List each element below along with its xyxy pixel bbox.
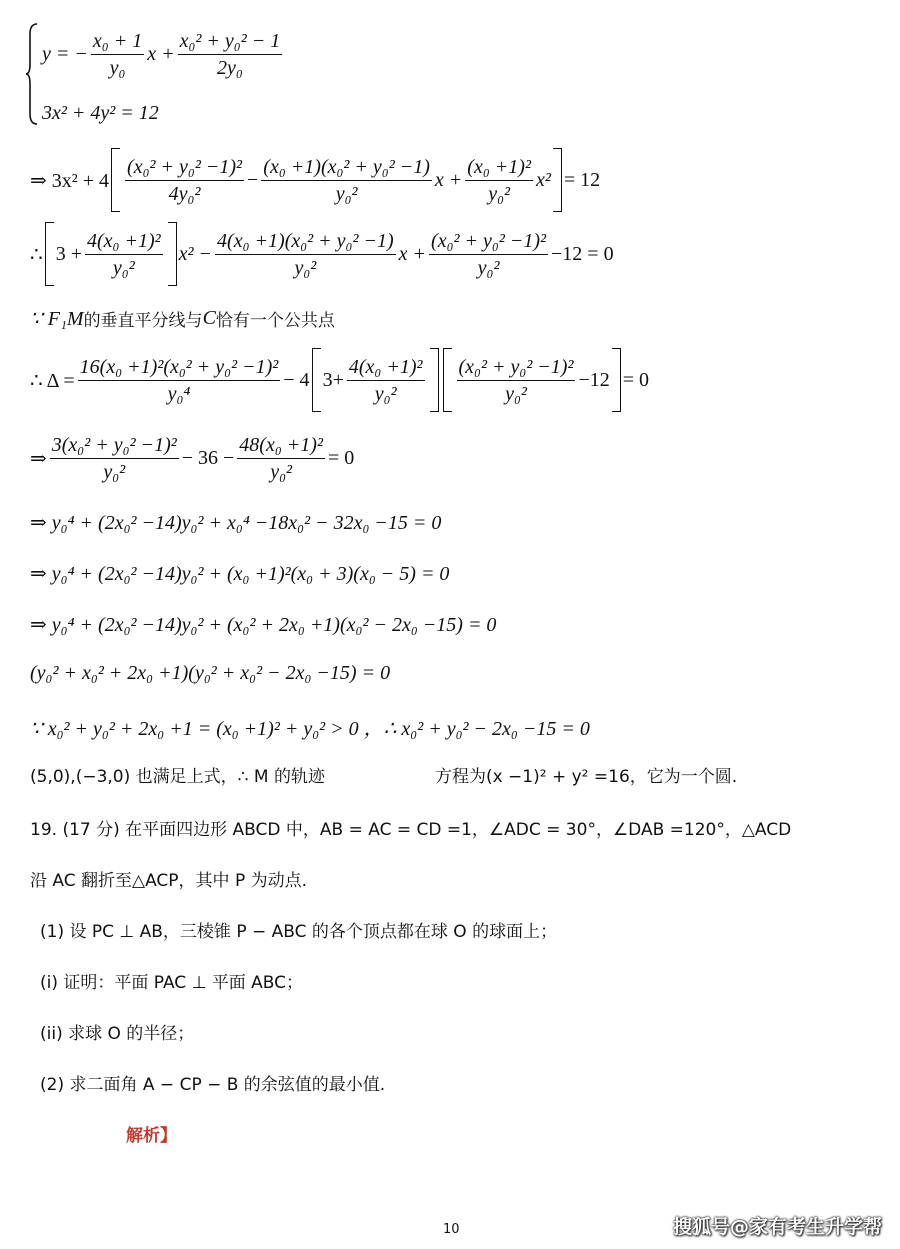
denominator: 4y₀²: [168, 182, 201, 205]
denominator: y₀²: [103, 460, 126, 483]
fraction: [429, 230, 548, 279]
subquestion-ii: [40, 1019, 194, 1044]
subquestion-2: [40, 1070, 385, 1095]
numerator: 4(x₀ +1)²: [347, 356, 425, 381]
answer-text: 解析】: [126, 1126, 177, 1146]
left-bracket: [111, 148, 120, 212]
fraction: [215, 230, 396, 279]
equation-line-2: [42, 102, 159, 125]
eq1-mid: x +: [147, 43, 175, 65]
right-bracket: [612, 348, 621, 412]
eq4-a: 3 +: [55, 242, 83, 265]
numerator: (x₀ +1)(x₀² + y₀² −1): [261, 156, 432, 181]
page-number: 10: [443, 1222, 460, 1237]
equation-line-8: [30, 510, 441, 535]
question-text: (2) 求二面角 A − CP − B 的余弦值的最小值.: [40, 1075, 386, 1095]
denominator: y₀²: [112, 256, 135, 279]
numerator: x₀² + y₀² − 1: [178, 30, 283, 55]
equation-line-7: [30, 426, 354, 490]
denominator: y₀²: [374, 382, 397, 405]
eq6-suffix: = 0: [622, 368, 650, 391]
denominator: y₀²: [505, 382, 527, 405]
subquestion-i: [40, 968, 303, 993]
equation-line-6: [30, 348, 649, 412]
question-19-line-1: [30, 815, 791, 840]
eq10: ⇒ y₀⁴ + (2x₀² −14)y₀² + (x₀² + 2x₀ +1)(x₀² − 2x₀ −15) = 0: [30, 614, 497, 636]
numerator: (x₀² + y₀² −1)²: [125, 156, 244, 181]
text-line-13: [30, 762, 737, 787]
numerator: 16(x₀ +1)²(x₀² + y₀² −1)²: [78, 356, 281, 381]
question-text: 沿 AC 翻折至△ACP，其中 P 为动点.: [30, 871, 307, 891]
therefore-symbol: ∴: [30, 243, 43, 266]
math-c: C: [202, 307, 216, 329]
denominator: y₀²: [335, 182, 358, 205]
answer-label: [126, 1121, 177, 1146]
eq4-c: x +: [398, 242, 427, 265]
equation-line-10: [30, 612, 496, 637]
equation-line-3: ⇒ 3x² + 4 $\frac{\text{(x₀² + y₀² −1)²}}{\text{4y₀²}}$ − $\frac{\text{(x₀ +1)(x₀² + y₀² −1)}}{\text{y₀²}}$ x + $\frac{\text{(x₀ +1)²}}{\text{y₀²}}$ x² = 12: [30, 148, 600, 212]
eq6-c: 3+: [322, 368, 344, 391]
fraction: [91, 30, 144, 79]
text: 恰有一个公共点: [215, 311, 335, 331]
equation-line-12: [30, 712, 590, 741]
text: 方程为(x −1)² + y² =16，它为一个圆.: [434, 767, 738, 787]
eq6-prefix: ∴ Δ =: [30, 369, 75, 392]
denominator: y₀²: [294, 256, 317, 279]
fraction: [78, 356, 281, 405]
fraction: [50, 434, 179, 483]
eq1-left: y = −: [42, 43, 88, 65]
equation-line-11: [30, 662, 390, 685]
left-bracket: [312, 348, 321, 412]
equation-line-4: [30, 222, 614, 286]
right-bracket: [168, 222, 177, 286]
fraction: [178, 30, 283, 79]
watermark: 搜狐号@家有考生升学帮: [672, 1216, 882, 1238]
numerator: x₀ + 1: [91, 30, 144, 55]
fraction: [85, 230, 163, 279]
left-bracket: [443, 348, 452, 412]
right-bracket: [553, 148, 562, 212]
numerator: 4(x₀ +1)(x₀² + y₀² −1): [215, 230, 396, 255]
eq12: ∵ x₀² + y₀² + 2x₀ +1 = (x₀ +1)² + y₀² > 0 ，∴ x₀² + y₀² − 2x₀ −15 = 0: [30, 718, 590, 740]
numerator: (x₀² + y₀² −1)²: [429, 230, 548, 255]
numerator: (x₀² + y₀² −1)²: [457, 356, 576, 381]
eq3-suffix: = 12: [563, 168, 601, 191]
fraction: [125, 156, 244, 205]
numerator: (x₀ +1)²: [465, 156, 533, 181]
eq7-b: − 36 −: [181, 446, 235, 469]
eq8: ⇒ y₀⁴ + (2x₀² −14)y₀² + x₀⁴ −18x₀² − 32x₀ −15 = 0: [30, 512, 442, 534]
subquestion-1: [40, 917, 557, 942]
left-bracket: [45, 222, 54, 286]
fraction: [237, 434, 325, 483]
implies-symbol: ⇒: [30, 447, 47, 470]
fraction: [261, 156, 432, 205]
eq4-b: x² −: [178, 242, 213, 265]
fraction: [347, 356, 425, 405]
eq7-suffix: = 0: [327, 446, 355, 469]
question-text: 19. (17 分) 在平面四边形 ABCD 中，AB = AC = CD =1，∠ADC = 30°，∠DAB =120°，△ACD: [30, 820, 792, 840]
text: (5,0),(−3,0) 也满足上式，∴ M 的轨迹: [30, 767, 325, 787]
eq4-suffix: −12 = 0: [551, 242, 614, 265]
text-line-5: [30, 306, 335, 331]
fraction: [457, 356, 576, 405]
system-brace: [26, 22, 38, 126]
eq6-b: − 4: [283, 368, 310, 391]
denominator: y₀⁴: [167, 382, 191, 405]
denominator: y₀²: [477, 256, 500, 279]
eq9: ⇒ y₀⁴ + (2x₀² −14)y₀² + (x₀ +1)²(x₀ + 3)(x₀ − 5) = 0: [30, 563, 450, 585]
eq2: 3x² + 4y² = 12: [42, 102, 159, 124]
numerator: 4(x₀ +1)²: [85, 230, 163, 255]
denominator: y₀²: [488, 182, 511, 205]
redaction: [325, 764, 435, 786]
eq6-d: −12: [578, 368, 610, 391]
equation-line-1: [42, 30, 285, 79]
question-19-line-2: [30, 866, 307, 891]
right-bracket: [430, 348, 439, 412]
fraction: [465, 156, 533, 205]
question-text: (i) 证明：平面 PAC ⊥ 平面 ABC；: [40, 973, 304, 993]
text: 的垂直平分线与: [83, 311, 203, 331]
question-text: (ii) 求球 O 的半径；: [40, 1024, 195, 1044]
numerator: 48(x₀ +1)²: [237, 434, 325, 459]
eq11: (y₀² + x₀² + 2x₀ +1)(y₀² + x₀² − 2x₀ −15) = 0: [30, 662, 391, 684]
math-f1m: ∵ F₁M: [30, 308, 84, 330]
equation-line-9: [30, 561, 449, 586]
eq3-prefix: ⇒ 3x² + 4: [30, 169, 110, 192]
denominator: y₀²: [270, 460, 293, 483]
numerator: 3(x₀² + y₀² −1)²: [50, 434, 179, 459]
denominator: 2y₀: [216, 57, 243, 79]
denominator: y₀: [109, 57, 126, 79]
question-text: (1) 设 PC ⊥ AB，三棱锥 P − ABC 的各个顶点都在球 O 的球面上；: [40, 922, 558, 942]
